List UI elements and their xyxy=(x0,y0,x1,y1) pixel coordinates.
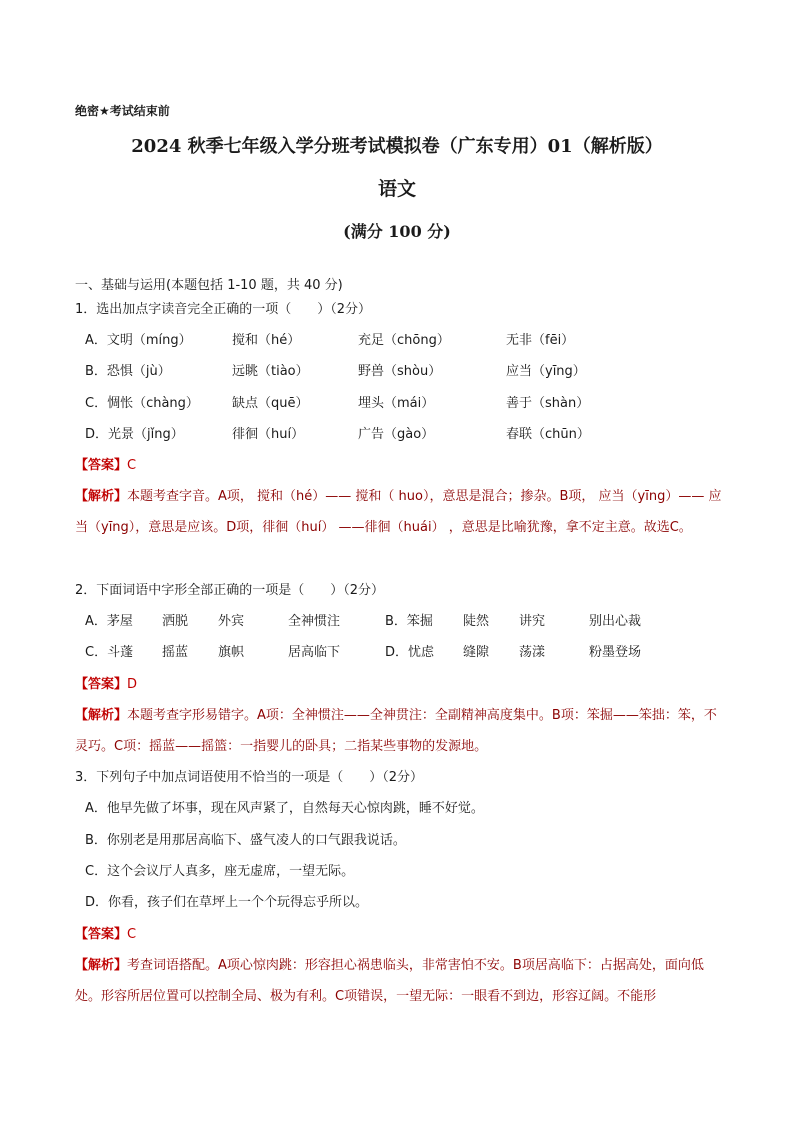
q2-word: 外宾 xyxy=(218,614,245,629)
q3-stem: 3．下列句子中加点词语使用不恰当的一项是（ ）（2分） xyxy=(75,770,424,785)
q2-word: 陡然 xyxy=(463,614,490,629)
analysis-tag: 【解析】 xyxy=(75,708,128,723)
analysis-text: 本题考查字音。A项， 搅和（hé）—— 搅和（ huo），意思是混合；掺杂。B项， 应当（yīng）—— 应当（yīng），意思是应该。D项，徘徊（huí） ——徘徊（huái） ，意思是比喻犹豫，拿不定主意。故选C。 xyxy=(75,489,722,535)
answer-value: D xyxy=(127,677,138,692)
q2-analysis xyxy=(75,700,723,762)
q1-option-a1: A．文明（míng） xyxy=(85,333,192,348)
analysis-text: 本题考查字形易错字。A项：全神惯注——全神贯注：全副精神高度集中。B项：笨掘——笨拙：笨，不灵巧。C项：摇蓝——摇篮：一指婴儿的卧具；二指某些事物的发源地。 xyxy=(75,708,717,754)
q1-analysis xyxy=(75,481,723,543)
section-heading: 一、基础与运用(本题包括 1-10 题，共 40 分) xyxy=(75,278,343,293)
q1-stem: 1．选出加点字读音完全正确的一项（ ）（2分） xyxy=(75,302,372,317)
answer-tag: 【答案】 xyxy=(75,927,128,942)
answer-value: C xyxy=(127,458,137,473)
subject-title: 语文 xyxy=(377,178,416,200)
q1-option-b4: 应当（yīng） xyxy=(506,364,586,379)
q1-option-c4: 善于（shàn） xyxy=(506,396,590,411)
q1-option-c3: 埋头（mái） xyxy=(358,396,435,411)
answer-value: C xyxy=(127,927,137,942)
q3-option-b: B．你别老是用那居高临下、盛气凌人的口气跟我说话。 xyxy=(85,833,406,848)
q2-word: 荡漾 xyxy=(519,645,546,660)
q2-word: D．忧虑 xyxy=(385,645,435,660)
q2-word: A．茅屋 xyxy=(85,614,133,629)
q1-option-d1: D．光景（jǐng） xyxy=(85,427,184,442)
q1-option-d4: 春联（chūn） xyxy=(506,427,590,442)
q2-word: 讲究 xyxy=(519,614,546,629)
q1-option-a2: 搅和（hé） xyxy=(232,333,301,348)
q2-stem: 2．下面词语中字形全部正确的一项是（ ）（2分） xyxy=(75,583,385,598)
analysis-tag: 【解析】 xyxy=(75,489,128,504)
q1-option-a4: 无非（fēi） xyxy=(506,333,575,348)
confidential-label: 绝密★考试结束前 xyxy=(75,104,170,118)
q1-option-d2: 徘徊（huí） xyxy=(232,427,305,442)
q3-answer xyxy=(75,926,136,944)
answer-tag: 【答案】 xyxy=(75,677,128,692)
q1-option-b2: 远眺（tiào） xyxy=(232,364,309,379)
q1-option-b3: 野兽（shòu） xyxy=(358,364,442,379)
full-score: (满分 100 分) xyxy=(343,222,451,241)
q2-word: 居高临下 xyxy=(288,645,341,660)
q2-word: B．笨掘 xyxy=(385,614,433,629)
q3-option-c: C．这个会议厅人真多，座无虚席，一望无际。 xyxy=(85,864,355,879)
q1-option-a3: 充足（chōng） xyxy=(358,333,450,348)
q2-word: 摇蓝 xyxy=(162,645,189,660)
q1-option-c2: 缺点（quē） xyxy=(232,396,309,411)
q2-word: 洒脱 xyxy=(162,614,189,629)
q2-word: 粉墨登场 xyxy=(589,645,642,660)
q1-option-d3: 广告（gào） xyxy=(358,427,435,442)
q2-word: C．斗蓬 xyxy=(85,645,134,660)
q3-option-d: D．你看，孩子们在草坪上一个个玩得忘乎所以。 xyxy=(85,895,369,910)
q1-answer xyxy=(75,457,136,475)
analysis-text: 考查词语搭配。A项心惊肉跳：形容担心祸患临头，非常害怕不安。B项居高临下：占据高处，面向低处。形容所居位置可以控制全局、极为有利。C项错误，一望无际：一眼看不到边，形容辽阔。不能形 xyxy=(75,958,704,1004)
q3-analysis xyxy=(75,950,723,1012)
q2-answer xyxy=(75,676,137,694)
q1-option-b1: B．恐惧（jù） xyxy=(85,364,171,379)
q2-word: 旗帜 xyxy=(218,645,245,660)
q1-option-c1: C．惆怅（chàng） xyxy=(85,396,199,411)
q2-word: 全神惯注 xyxy=(288,614,341,629)
q2-word: 别出心裁 xyxy=(589,614,642,629)
analysis-tag: 【解析】 xyxy=(75,958,128,973)
q2-word: 缝隙 xyxy=(463,645,490,660)
q3-option-a: A．他早先做了坏事，现在风声紧了，自然每天心惊肉跳，睡不好觉。 xyxy=(85,801,484,816)
answer-tag: 【答案】 xyxy=(75,458,128,473)
exam-title: 2024 秋季七年级入学分班考试模拟卷（广东专用）01（解析版） xyxy=(131,136,663,157)
